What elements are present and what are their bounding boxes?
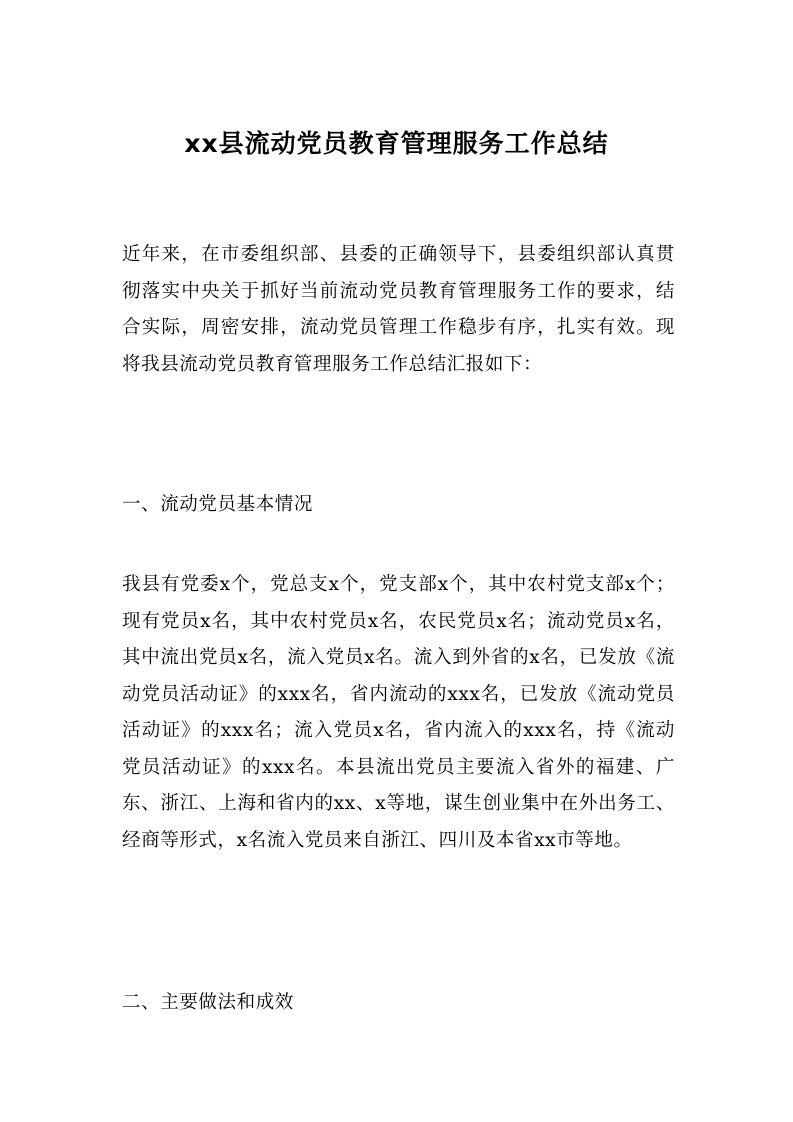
document-title: xx县流动党员教育管理服务工作总结 bbox=[184, 129, 609, 158]
section-heading-basic-situation: 一、流动党员基本情况 bbox=[122, 494, 314, 515]
section-heading-practices: 二、主要做法和成效 bbox=[122, 992, 294, 1013]
basic-situation-paragraph: 我县有党委x个，党总支x个，党支部x个，其中农村党支部x个；现有党员x名，其中农村党员x名，农民党员x名；流动党员x名，其中流出党员x名，流入党员x名。流入到外省的x名，已发放《流动党员活动证》的xxx名，省内流动的xxx名，已发放《流动党员活动证》的xxx名；流入党员x名，省内流入的xxx名，持《流动党员活动证》的xxx名。本县流出党员主要流入省外的福建、广东、浙江、上海和省内的xx、x等地，谋生创业集中在外出务工、经商等形式，x名流入党员来自浙江、四川及本省xx市等地。 bbox=[122, 574, 675, 851]
intro-paragraph: 近年来，在市委组织部、县委的正确领导下，县委组织部认真贯彻落实中央关于抓好当前流动党员教育管理服务工作的要求，结合实际，周密安排，流动党员管理工作稳步有序，扎实有效。现将我县流动党员教育管理服务工作总结汇报如下： bbox=[122, 244, 675, 375]
